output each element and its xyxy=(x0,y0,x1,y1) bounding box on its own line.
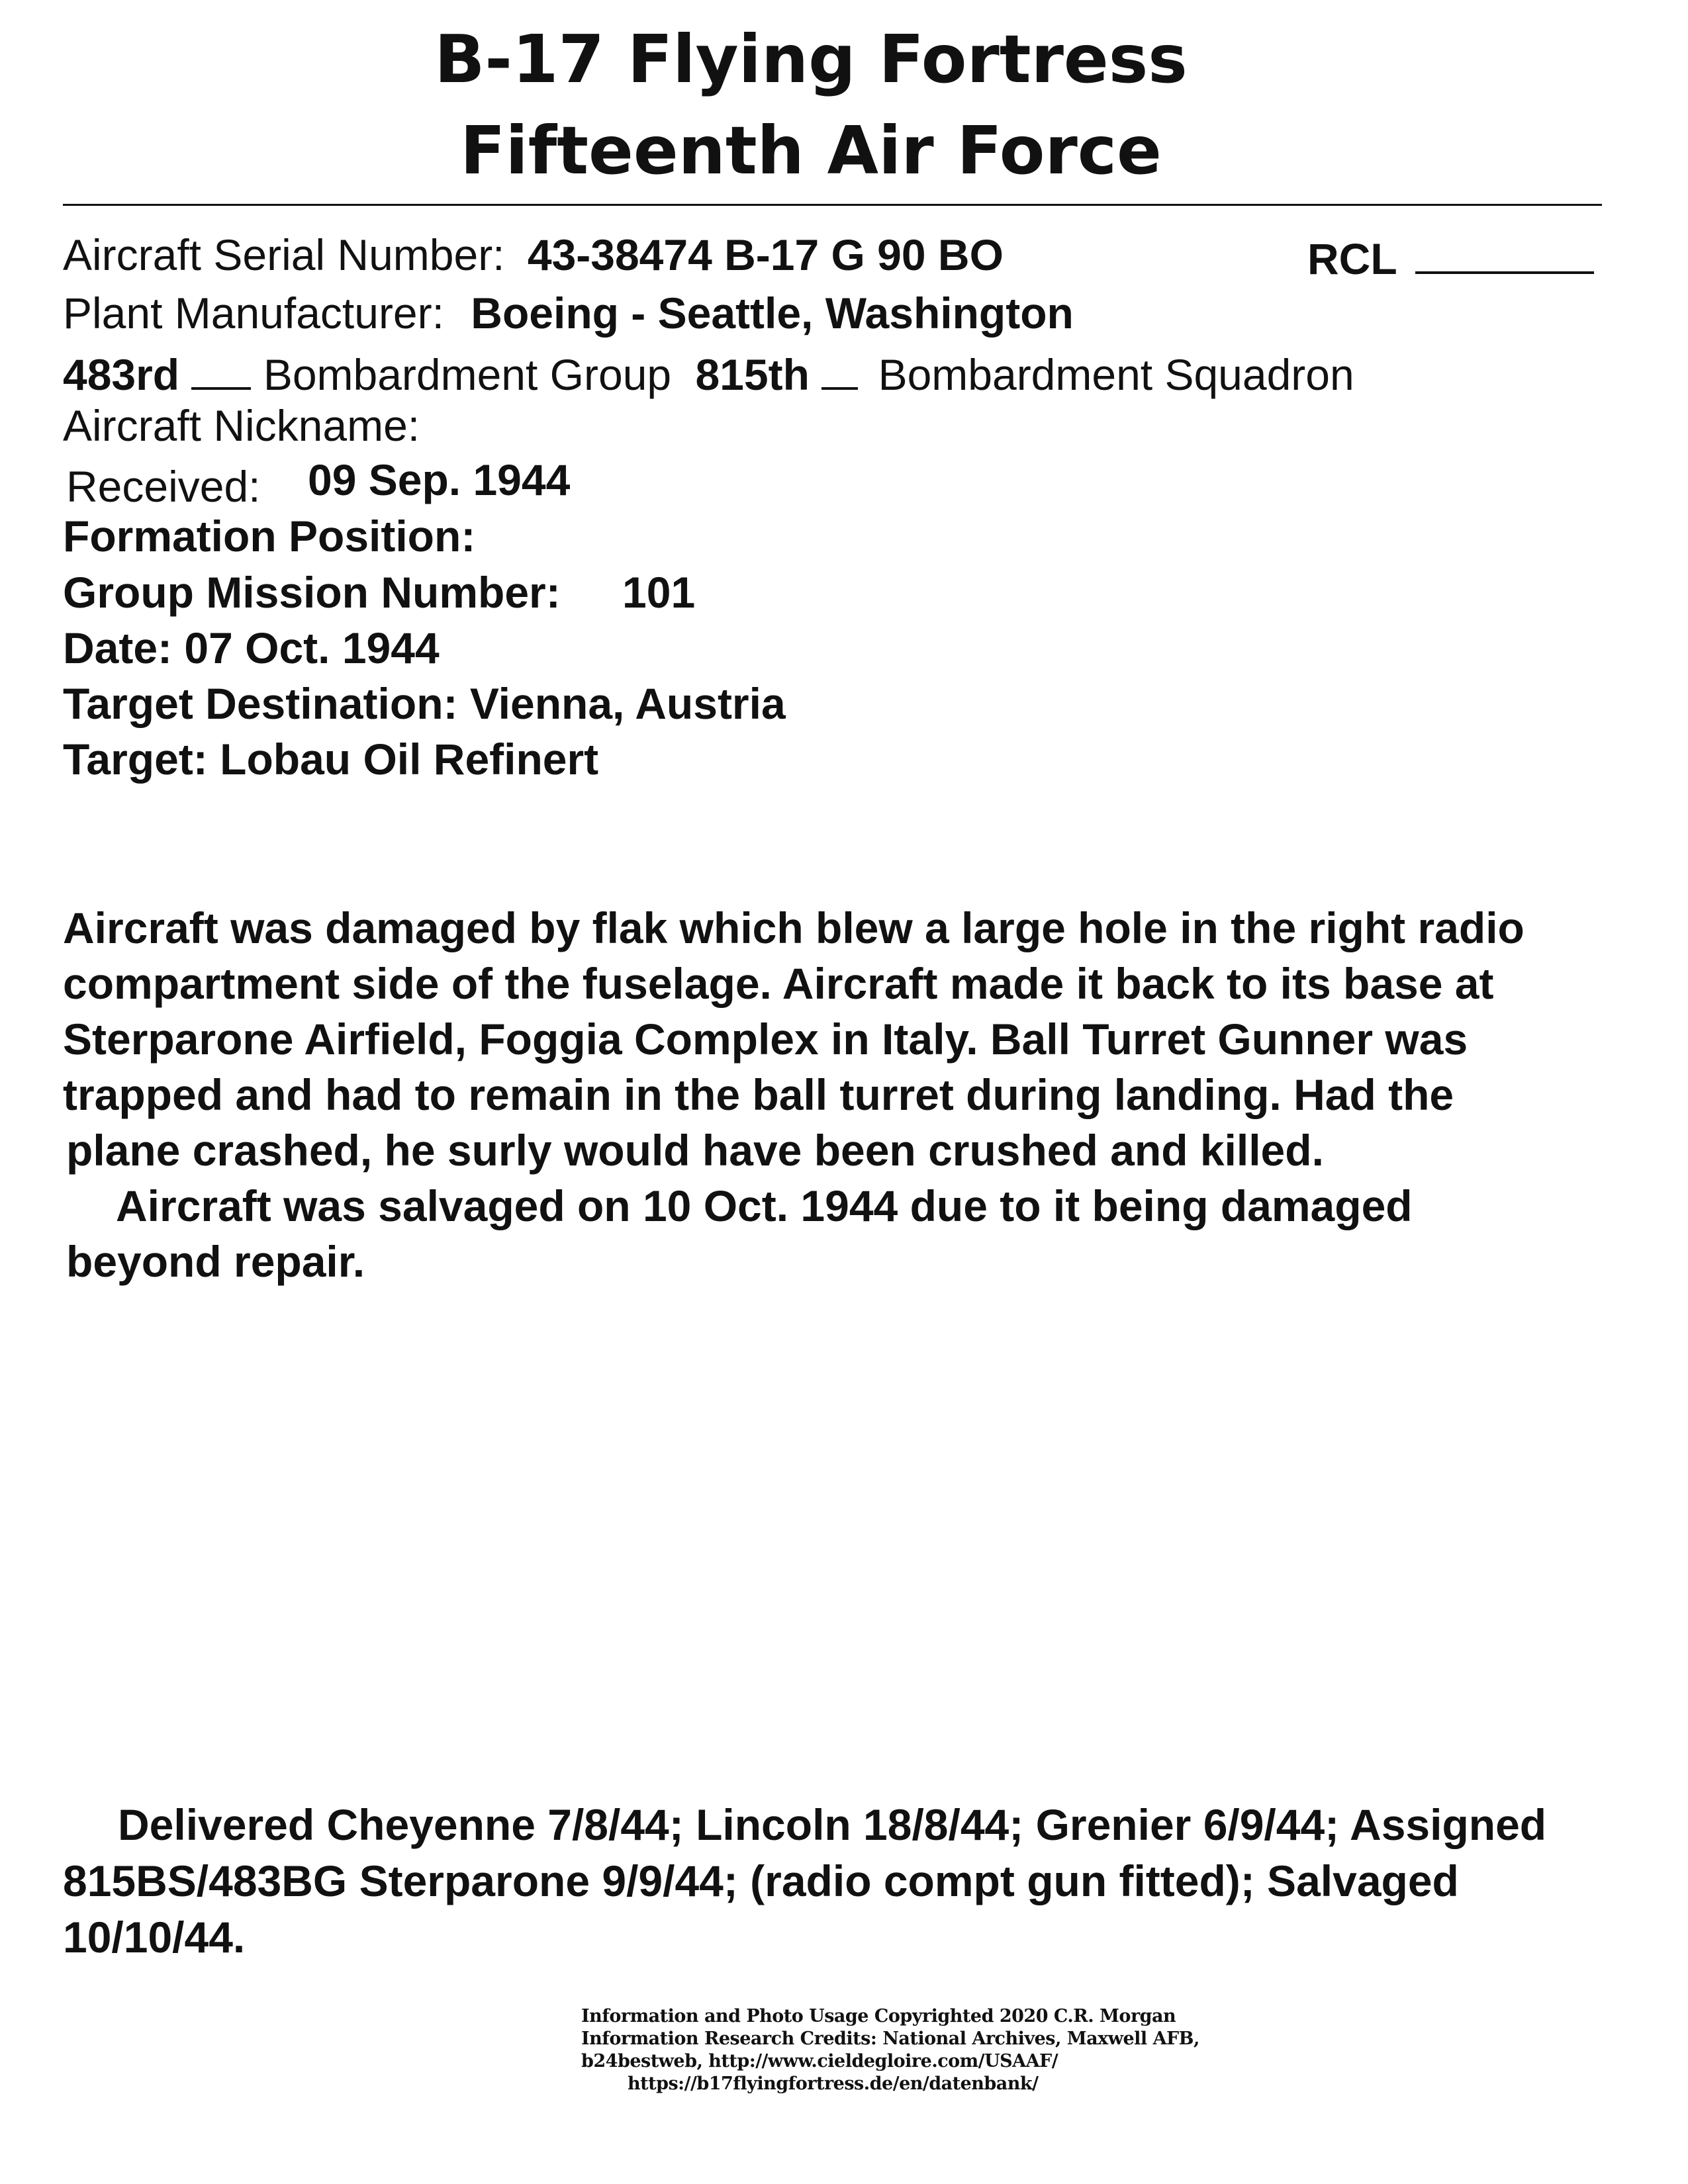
footer-line: b24bestweb, http://www.cieldegloire.com/USAAF/ xyxy=(581,2051,1058,2071)
unit-field xyxy=(63,347,1354,399)
narrative-line: trapped and had to remain in the ball turret during landing. Had the xyxy=(63,1070,1454,1119)
formation-label: Formation Position: xyxy=(63,512,476,561)
destination-label: Target Destination: xyxy=(63,679,458,728)
mission-field xyxy=(63,568,696,617)
received-field xyxy=(66,462,261,511)
target-label: Target: xyxy=(63,735,208,784)
rcl-field xyxy=(1307,232,1594,281)
nickname-field xyxy=(63,401,420,450)
narrative-line: beyond repair. xyxy=(66,1237,365,1286)
rcl-label: RCL xyxy=(1307,234,1397,283)
narrative-line: compartment side of the fuselage. Aircraft made it back to its base at xyxy=(63,959,1494,1008)
squadron-label: Bombardment Squadron xyxy=(878,350,1354,399)
history-line: 10/10/44. xyxy=(63,1913,246,1962)
narrative-line: plane crashed, he surly would have been crushed and killed. xyxy=(66,1126,1324,1175)
page-title: B-17 Flying Fortress xyxy=(434,21,1188,98)
squadron-value: 815th xyxy=(695,350,810,399)
date-field xyxy=(63,623,440,672)
date-value: 07 Oct. 1944 xyxy=(184,623,440,672)
narrative-line: Aircraft was damaged by flak which blew a large hole in the right radio xyxy=(63,903,1524,952)
formation-field xyxy=(63,512,476,561)
nickname-label: Aircraft Nickname: xyxy=(63,401,420,450)
group-label: Bombardment Group xyxy=(263,350,672,399)
group-value: 483rd xyxy=(63,350,180,399)
title-divider xyxy=(63,204,1602,206)
mission-label: Group Mission Number: xyxy=(63,568,561,617)
received-value: 09 Sep. 1944 xyxy=(308,455,571,504)
destination-field xyxy=(63,679,786,728)
target-value: Lobau Oil Refinert xyxy=(220,735,599,784)
footer-line: Information Research Credits: National Archives, Maxwell AFB, xyxy=(581,2028,1199,2049)
footer-line: https://b17flyingfortress.de/en/datenbank/ xyxy=(628,2073,1039,2094)
date-label: Date: xyxy=(63,623,173,672)
group-blank xyxy=(191,347,251,390)
history-line: 815BS/483BG Sterparone 9/9/44; (radio compt gun fitted); Salvaged xyxy=(63,1856,1459,1905)
page-subtitle: Fifteenth Air Force xyxy=(460,112,1162,189)
rcl-blank xyxy=(1415,232,1594,274)
manufacturer-value: Boeing - Seattle, Washington xyxy=(471,289,1074,338)
squadron-blank xyxy=(821,347,858,390)
destination-value: Vienna, Austria xyxy=(469,679,786,728)
narrative-line: Sterparone Airfield, Foggia Complex in Italy. Ball Turret Gunner was xyxy=(63,1015,1468,1064)
manufacturer-field xyxy=(63,289,1074,338)
serial-number-value: 43-38474 B-17 G 90 BO xyxy=(527,230,1004,279)
history-line: Delivered Cheyenne 7/8/44; Lincoln 18/8/44; Grenier 6/9/44; Assigned xyxy=(118,1800,1547,1849)
target-field xyxy=(63,735,599,784)
mission-value: 101 xyxy=(622,568,696,617)
serial-number-label: Aircraft Serial Number: xyxy=(63,230,505,279)
received-label: Received: xyxy=(66,462,261,511)
serial-number-field xyxy=(63,230,1004,279)
footer-line: Information and Photo Usage Copyrighted 2020 C.R. Morgan xyxy=(581,2006,1176,2026)
manufacturer-label: Plant Manufacturer: xyxy=(63,289,444,338)
narrative-line: Aircraft was salvaged on 10 Oct. 1944 due to it being damaged xyxy=(116,1181,1413,1230)
